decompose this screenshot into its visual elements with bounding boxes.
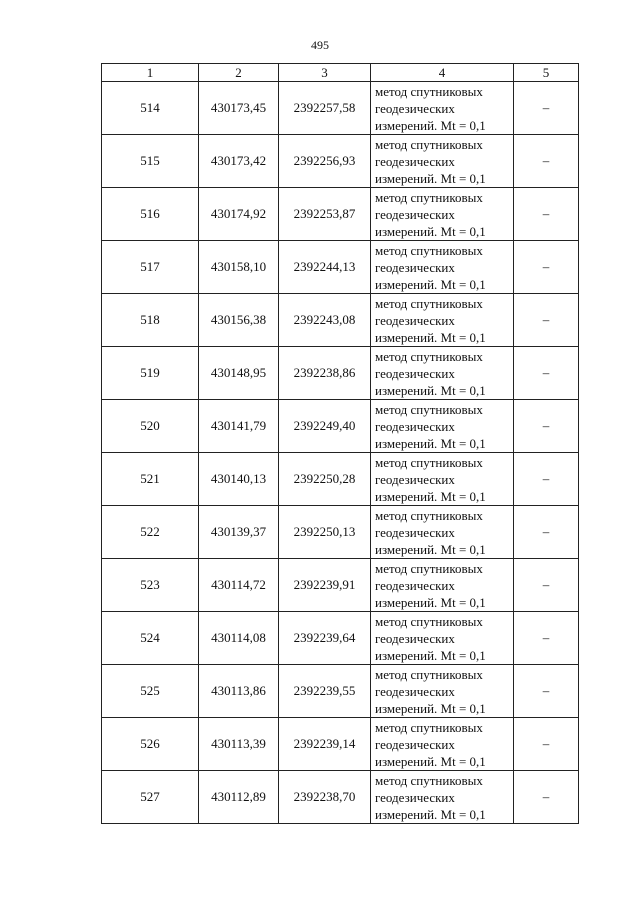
- method-line: геодезических: [375, 153, 455, 169]
- note-cell: –: [514, 400, 579, 453]
- method-line: геодезических: [375, 630, 455, 646]
- point-number: 520: [102, 400, 199, 453]
- page-number: 495: [311, 38, 329, 52]
- method-line: геодезических: [375, 418, 455, 434]
- method-line: метод спутниковых: [375, 401, 483, 417]
- header-col-2: 2: [199, 64, 279, 82]
- note-cell: –: [514, 241, 579, 294]
- method-cell: [371, 771, 514, 824]
- point-number: 517: [102, 241, 199, 294]
- y-coordinate: 2392250,28: [279, 453, 371, 506]
- x-coordinate: 430140,13: [199, 453, 279, 506]
- method-line: метод спутниковых: [375, 295, 483, 311]
- y-coordinate: 2392249,40: [279, 400, 371, 453]
- table-row: [102, 453, 579, 506]
- point-number: 526: [102, 718, 199, 771]
- method-line: измерений. Mt = 0,1: [375, 541, 486, 557]
- method-line: метод спутниковых: [375, 136, 483, 152]
- header-col-5: 5: [514, 64, 579, 82]
- x-coordinate: 430174,92: [199, 188, 279, 241]
- note-cell: –: [514, 347, 579, 400]
- note-cell: –: [514, 188, 579, 241]
- method-cell: [371, 612, 514, 665]
- table-row: [102, 82, 579, 135]
- note-cell: –: [514, 771, 579, 824]
- y-coordinate: 2392244,13: [279, 241, 371, 294]
- point-number: 523: [102, 559, 199, 612]
- method-cell: [371, 294, 514, 347]
- table-row: [102, 188, 579, 241]
- y-coordinate: 2392257,58: [279, 82, 371, 135]
- method-line: метод спутниковых: [375, 189, 483, 205]
- method-line: измерений. Mt = 0,1: [375, 170, 486, 186]
- method-line: геодезических: [375, 577, 455, 593]
- method-cell: [371, 506, 514, 559]
- method-line: метод спутниковых: [375, 83, 483, 99]
- note-cell: –: [514, 82, 579, 135]
- x-coordinate: 430148,95: [199, 347, 279, 400]
- x-coordinate: 430113,86: [199, 665, 279, 718]
- header-col-1: 1: [102, 64, 199, 82]
- method-line: метод спутниковых: [375, 454, 483, 470]
- method-line: измерений. Mt = 0,1: [375, 329, 486, 345]
- y-coordinate: 2392253,87: [279, 188, 371, 241]
- note-cell: –: [514, 612, 579, 665]
- method-line: измерений. Mt = 0,1: [375, 223, 486, 239]
- note-cell: –: [514, 453, 579, 506]
- point-number: 515: [102, 135, 199, 188]
- method-line: метод спутниковых: [375, 613, 483, 629]
- point-number: 521: [102, 453, 199, 506]
- method-line: геодезических: [375, 312, 455, 328]
- method-line: геодезических: [375, 789, 455, 805]
- table-body: [102, 82, 579, 824]
- y-coordinate: 2392239,91: [279, 559, 371, 612]
- table-row: [102, 559, 579, 612]
- method-cell: [371, 82, 514, 135]
- header-row: [102, 64, 579, 82]
- y-coordinate: 2392250,13: [279, 506, 371, 559]
- point-number: 514: [102, 82, 199, 135]
- method-line: измерений. Mt = 0,1: [375, 488, 486, 504]
- y-coordinate: 2392256,93: [279, 135, 371, 188]
- header-col-4: 4: [371, 64, 514, 82]
- method-line: геодезических: [375, 206, 455, 222]
- x-coordinate: 430173,42: [199, 135, 279, 188]
- note-cell: –: [514, 718, 579, 771]
- table-row: [102, 135, 579, 188]
- y-coordinate: 2392238,86: [279, 347, 371, 400]
- table-row: [102, 771, 579, 824]
- table-row: [102, 506, 579, 559]
- x-coordinate: 430139,37: [199, 506, 279, 559]
- method-cell: [371, 135, 514, 188]
- x-coordinate: 430158,10: [199, 241, 279, 294]
- y-coordinate: 2392243,08: [279, 294, 371, 347]
- method-cell: [371, 188, 514, 241]
- method-cell: [371, 400, 514, 453]
- point-number: 524: [102, 612, 199, 665]
- method-line: геодезических: [375, 683, 455, 699]
- point-number: 527: [102, 771, 199, 824]
- point-number: 516: [102, 188, 199, 241]
- x-coordinate: 430112,89: [199, 771, 279, 824]
- method-line: геодезических: [375, 524, 455, 540]
- y-coordinate: 2392239,55: [279, 665, 371, 718]
- table-row: [102, 294, 579, 347]
- method-line: измерений. Mt = 0,1: [375, 117, 486, 133]
- table-row: [102, 241, 579, 294]
- header-col-3: 3: [279, 64, 371, 82]
- method-line: геодезических: [375, 365, 455, 381]
- method-line: измерений. Mt = 0,1: [375, 647, 486, 663]
- method-cell: [371, 665, 514, 718]
- y-coordinate: 2392239,64: [279, 612, 371, 665]
- note-cell: –: [514, 135, 579, 188]
- note-cell: –: [514, 506, 579, 559]
- x-coordinate: 430113,39: [199, 718, 279, 771]
- x-coordinate: 430114,08: [199, 612, 279, 665]
- method-cell: [371, 347, 514, 400]
- method-line: метод спутниковых: [375, 560, 483, 576]
- table-row: [102, 718, 579, 771]
- method-line: метод спутниковых: [375, 719, 483, 735]
- method-line: геодезических: [375, 100, 455, 116]
- method-line: метод спутниковых: [375, 507, 483, 523]
- coordinates-table: [101, 63, 579, 824]
- method-line: метод спутниковых: [375, 772, 483, 788]
- table-row: [102, 612, 579, 665]
- method-cell: [371, 453, 514, 506]
- point-number: 518: [102, 294, 199, 347]
- note-cell: –: [514, 294, 579, 347]
- point-number: 525: [102, 665, 199, 718]
- method-cell: [371, 718, 514, 771]
- method-line: измерений. Mt = 0,1: [375, 594, 486, 610]
- method-line: измерений. Mt = 0,1: [375, 435, 486, 451]
- x-coordinate: 430114,72: [199, 559, 279, 612]
- note-cell: –: [514, 665, 579, 718]
- method-line: метод спутниковых: [375, 242, 483, 258]
- method-line: измерений. Mt = 0,1: [375, 753, 486, 769]
- method-line: измерений. Mt = 0,1: [375, 382, 486, 398]
- method-line: геодезических: [375, 736, 455, 752]
- method-line: метод спутниковых: [375, 666, 483, 682]
- method-line: измерений. Mt = 0,1: [375, 700, 486, 716]
- table-row: [102, 347, 579, 400]
- method-line: геодезических: [375, 259, 455, 275]
- y-coordinate: 2392238,70: [279, 771, 371, 824]
- method-cell: [371, 559, 514, 612]
- method-line: измерений. Mt = 0,1: [375, 276, 486, 292]
- point-number: 522: [102, 506, 199, 559]
- y-coordinate: 2392239,14: [279, 718, 371, 771]
- note-cell: –: [514, 559, 579, 612]
- method-line: измерений. Mt = 0,1: [375, 806, 486, 822]
- method-line: метод спутниковых: [375, 348, 483, 364]
- x-coordinate: 430173,45: [199, 82, 279, 135]
- x-coordinate: 430141,79: [199, 400, 279, 453]
- table-row: [102, 400, 579, 453]
- x-coordinate: 430156,38: [199, 294, 279, 347]
- table-row: [102, 665, 579, 718]
- method-cell: [371, 241, 514, 294]
- method-line: геодезических: [375, 471, 455, 487]
- point-number: 519: [102, 347, 199, 400]
